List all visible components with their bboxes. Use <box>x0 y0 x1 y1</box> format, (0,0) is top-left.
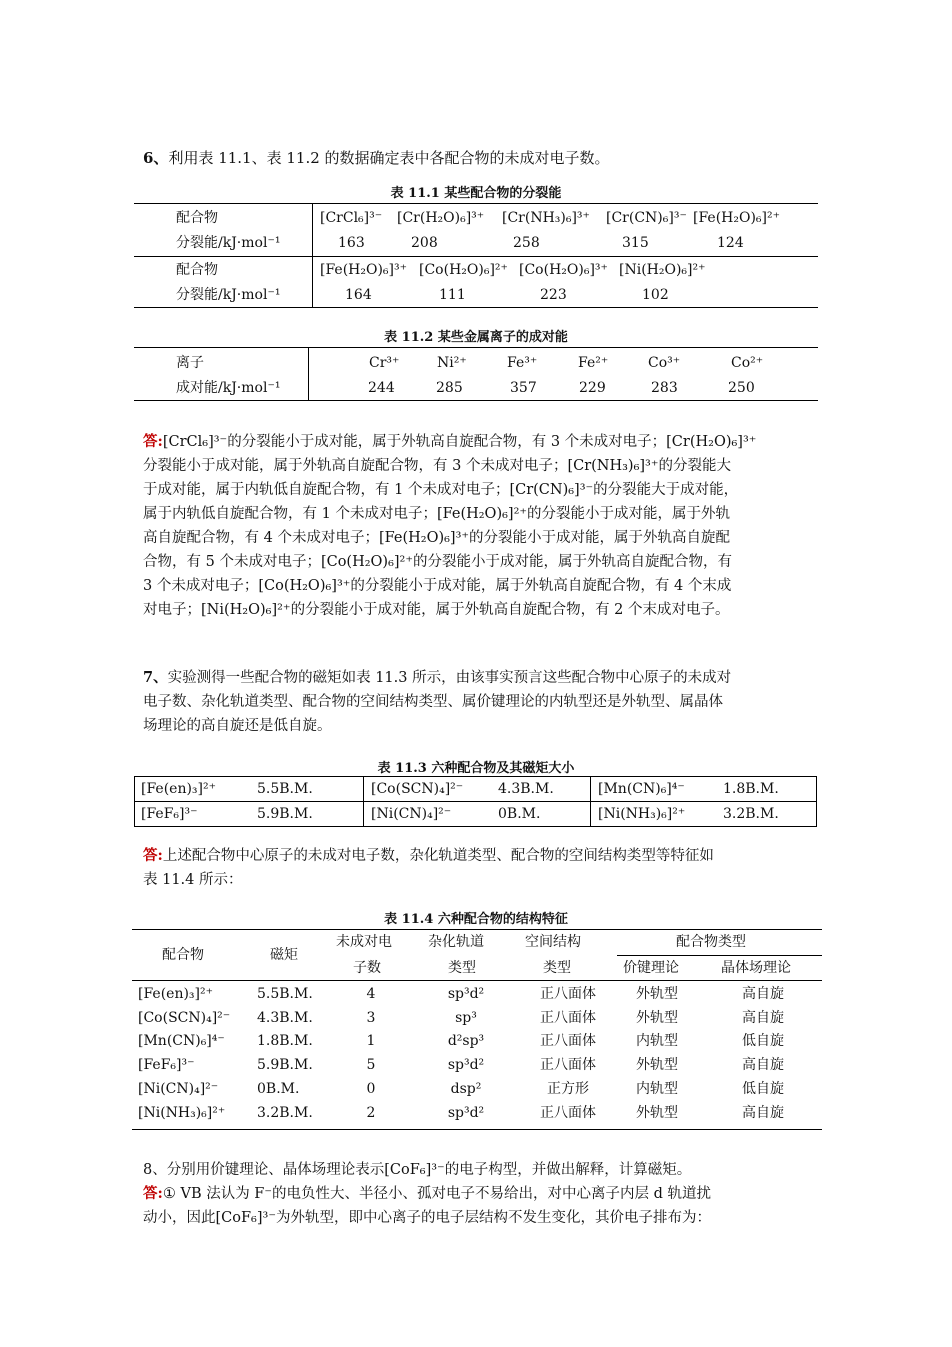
unpaired-cell: 5 <box>366 1057 376 1074</box>
header-hybrid: 杂化轨道 <box>428 934 484 950</box>
vb-type-cell: 外轨型 <box>636 1104 678 1121</box>
ion-cell: Ni²⁺ <box>437 355 467 371</box>
answer-6-line: 对电子；[Ni(H₂O)₆]²⁺的分裂能小于成对能，属于外轨高自旋配合物，有 2 个末成对电子。 <box>143 602 730 618</box>
value-cell: 164 <box>345 287 372 303</box>
unpaired-cell: 2 <box>366 1104 376 1121</box>
ion-cell: Co³⁺ <box>648 355 681 371</box>
vb-type-cell: 外轨型 <box>636 1057 678 1074</box>
question-6-number: 6、 <box>143 149 169 167</box>
cf-spin-cell: 低自旋 <box>742 1080 784 1097</box>
question-7-number: 7、 <box>143 669 168 686</box>
answer-label: 答: <box>143 1185 163 1202</box>
header-hybrid: 类型 <box>448 960 476 976</box>
table-11-2-caption: 表 11.2 某些金属离子的成对能 <box>384 330 568 345</box>
value-cell: 208 <box>411 235 438 251</box>
table-rule <box>134 307 818 308</box>
hybrid-cell: dsp² <box>450 1080 482 1097</box>
complex-cell: [Ni(H₂O)₆]²⁺ <box>619 262 706 278</box>
table-rule <box>132 980 822 981</box>
table-divider <box>590 777 591 826</box>
table-divider <box>308 348 309 400</box>
value-cell: 244 <box>368 380 395 396</box>
question-8-text: 8、分别用价键理论、晶体场理论表示[CoF₆]³⁻的电子构型，并做出解释，计算磁矩。 <box>143 1162 692 1178</box>
answer-7-line: 答:上述配合物中心原子的未成对电子数，杂化轨道类型、配合物的空间结构类型等特征如 <box>143 847 714 864</box>
moment-cell: 1.8B.M. <box>723 781 779 797</box>
complex-cell: [Ni(CN)₄]²⁻ <box>138 1080 219 1097</box>
header-geometry: 空间结构 <box>525 934 581 950</box>
table-11-3 <box>134 776 817 827</box>
hybrid-cell: sp³d² <box>447 986 485 1002</box>
unpaired-cell: 4 <box>366 986 376 1002</box>
table-rule <box>617 955 822 956</box>
table-rule <box>132 929 822 930</box>
complex-cell: [FeF₆]³⁻ <box>141 806 198 822</box>
value-cell: 250 <box>728 380 755 396</box>
question-8 <box>143 1158 813 1182</box>
unpaired-cell: 1 <box>366 1033 376 1050</box>
value-cell: 111 <box>439 287 466 303</box>
cf-spin-cell: 高自旋 <box>742 1009 784 1026</box>
hybrid-cell: sp³ <box>455 1009 477 1026</box>
complex-cell: [Co(SCN)₄]²⁻ <box>371 781 464 797</box>
answer-6-line: 合物，有 5 个未成对电子；[Co(H₂O)₆]²⁺的分裂能小于成对能，属于外轨高自旋配合物，有 <box>143 554 733 570</box>
value-cell: 229 <box>579 380 606 396</box>
geometry-cell: 正八面体 <box>540 1033 596 1050</box>
moment-cell: 5.9B.M. <box>257 806 313 822</box>
complex-cell: [Mn(CN)₆]⁴⁻ <box>598 781 685 797</box>
value-cell: 102 <box>642 287 669 303</box>
hybrid-cell: sp³d² <box>447 1057 485 1074</box>
question-7-line: 场理论的高自旋还是低自旋。 <box>143 718 332 734</box>
value-cell: 283 <box>651 380 678 396</box>
ion-cell: Cr³⁺ <box>369 355 400 371</box>
question-6-text: 利用表 11.1、表 11.2 的数据确定表中各配合物的未成对电子数。 <box>168 149 610 167</box>
cf-spin-cell: 高自旋 <box>742 1104 784 1121</box>
answer-label: 答: <box>143 433 163 450</box>
complex-cell: [Co(H₂O)₆]³⁺ <box>519 262 608 278</box>
answer-6-line: 分裂能小于成对能，属于外轨高自旋配合物，有 3 个未成对电子；[Cr(NH₃)₆]³⁺的分裂能大 <box>143 458 732 474</box>
answer-label: 答: <box>143 847 163 864</box>
table-11-4-caption: 表 11.4 六种配合物的结构特征 <box>384 912 568 927</box>
complex-cell: [Ni(NH₃)₆]²⁺ <box>598 806 686 822</box>
header-geometry: 类型 <box>543 960 571 976</box>
value-cell: 357 <box>510 380 537 396</box>
hybrid-cell: sp³d² <box>447 1104 485 1121</box>
vb-type-cell: 外轨型 <box>636 1009 678 1026</box>
row-label-ion: 离子 <box>176 355 204 371</box>
cf-spin-cell: 高自旋 <box>742 986 784 1002</box>
geometry-cell: 正八面体 <box>540 986 596 1002</box>
complex-cell: [Co(H₂O)₆]²⁺ <box>419 262 508 278</box>
vb-type-cell: 外轨型 <box>636 986 678 1002</box>
table-rule <box>132 1129 822 1130</box>
moment-cell: 5.5B.M. <box>257 986 313 1002</box>
header-complex: 配合物 <box>162 947 204 963</box>
ion-cell: Fe³⁺ <box>507 355 538 371</box>
complex-cell: [Fe(H₂O)₆]³⁺ <box>320 262 407 278</box>
table-11-3-caption: 表 11.3 六种配合物及其磁矩大小 <box>377 761 575 776</box>
answer-7 <box>143 844 813 892</box>
complex-cell: [Mn(CN)₆]⁴⁻ <box>138 1033 225 1050</box>
complex-cell: [Fe(en)₃]²⁺ <box>141 781 216 797</box>
moment-cell: 0B.M. <box>257 1080 300 1097</box>
answer-8 <box>143 1182 813 1230</box>
header-unpaired: 未成对电 <box>336 934 392 950</box>
answer-6-line: 答:[CrCl₆]³⁻的分裂能小于成对能，属于外轨高自旋配合物，有 3 个未成对电子；[Cr(H₂O)₆]³⁺ <box>143 433 757 450</box>
moment-cell: 4.3B.M. <box>257 1009 313 1026</box>
table-rule <box>134 203 818 204</box>
header-vb-theory: 价键理论 <box>623 960 679 976</box>
header-cf-theory: 晶体场理论 <box>721 960 791 976</box>
ion-cell: Fe²⁺ <box>578 355 609 371</box>
answer-8-line: 答:① VB 法认为 F⁻的电负性大、半径小、孤对电子不易给出，对中心离子内层 d 轨道扰 <box>143 1185 712 1202</box>
complex-cell: [Fe(H₂O)₆]²⁺ <box>693 210 780 226</box>
row-label-pairing: 成对能/kJ·mol⁻¹ <box>176 380 281 396</box>
answer-6 <box>143 430 813 622</box>
cf-spin-cell: 高自旋 <box>742 1057 784 1074</box>
moment-cell: 5.5B.M. <box>257 781 313 797</box>
ion-cell: Co²⁺ <box>731 355 764 371</box>
question-7 <box>143 666 813 738</box>
complex-cell: [Cr(NH₃)₆]³⁺ <box>502 210 590 226</box>
row-label-complex: 配合物 <box>176 210 218 226</box>
answer-6-line: 3 个未成对电子；[Co(H₂O)₆]³⁺的分裂能小于成对能，属于外轨高自旋配合物，有 4 个末成 <box>143 578 732 594</box>
answer-6-line: 高自旋配合物，有 4 个未成对电子；[Fe(H₂O)₆]³⁺的分裂能小于成对能，属于外轨高自旋配 <box>143 530 731 546</box>
header-moment: 磁矩 <box>270 947 298 963</box>
moment-cell: 3.2B.M. <box>723 806 779 822</box>
cf-spin-cell: 低自旋 <box>742 1033 784 1050</box>
moment-cell: 1.8B.M. <box>257 1033 313 1050</box>
unpaired-cell: 0 <box>366 1080 376 1097</box>
complex-cell: [Cr(CN)₆]³⁻ <box>606 210 687 226</box>
value-cell: 163 <box>338 235 365 251</box>
answer-6-line: 属于内轨低自旋配合物，有 1 个未成对电子；[Fe(H₂O)₆]²⁺的分裂能小于成对能，属于外轨 <box>143 506 731 522</box>
value-cell: 124 <box>717 235 744 251</box>
table-11-1-caption: 表 11.1 某些配合物的分裂能 <box>390 186 562 201</box>
table-divider <box>363 777 364 826</box>
question-6 <box>143 146 813 170</box>
complex-cell: [Fe(en)₃]²⁺ <box>138 986 213 1002</box>
complex-cell: [Ni(NH₃)₆]²⁺ <box>138 1104 226 1121</box>
moment-cell: 3.2B.M. <box>257 1104 313 1121</box>
vb-type-cell: 内轨型 <box>636 1033 678 1050</box>
geometry-cell: 正八面体 <box>540 1057 596 1074</box>
value-cell: 315 <box>622 235 649 251</box>
complex-cell: [Cr(H₂O)₆]³⁺ <box>397 210 485 226</box>
row-label-splitting: 分裂能/kJ·mol⁻¹ <box>176 287 281 303</box>
moment-cell: 4.3B.M. <box>498 781 554 797</box>
table-rule <box>134 400 818 401</box>
complex-cell: [CrCl₆]³⁻ <box>320 210 383 226</box>
answer-6-line: 于成对能，属于内轨低自旋配合物，有 1 个未成对电子；[Cr(CN)₆]³⁻的分裂能大于成对能， <box>143 482 739 498</box>
complex-cell: [FeF₆]³⁻ <box>138 1057 195 1074</box>
complex-cell: [Ni(CN)₄]²⁻ <box>371 806 452 822</box>
moment-cell: 0B.M. <box>498 806 541 822</box>
header-unpaired: 子数 <box>353 960 381 976</box>
geometry-cell: 正八面体 <box>540 1009 596 1026</box>
unpaired-cell: 3 <box>366 1009 376 1026</box>
table-rule <box>135 801 816 802</box>
row-label-complex: 配合物 <box>176 262 218 278</box>
vb-type-cell: 内轨型 <box>636 1080 678 1097</box>
geometry-cell: 正八面体 <box>540 1104 596 1121</box>
hybrid-cell: d²sp³ <box>447 1033 485 1050</box>
geometry-cell: 正方形 <box>547 1080 589 1097</box>
value-cell: 223 <box>540 287 567 303</box>
question-7-line: 电子数、杂化轨道类型、配合物的空间结构类型、属价键理论的内轨型还是外轨型、属晶体 <box>143 694 723 710</box>
answer-7-line: 表 11.4 所示： <box>143 872 243 888</box>
table-rule <box>134 347 818 348</box>
answer-8-line: 动小，因此[CoF₆]³⁻为外轨型，即中心离子的电子层结构不发生变化，其价电子排布为： <box>143 1210 711 1226</box>
table-rule <box>134 256 818 257</box>
row-label-splitting: 分裂能/kJ·mol⁻¹ <box>176 235 281 251</box>
complex-cell: [Co(SCN)₄]²⁻ <box>138 1009 231 1026</box>
header-complex-type: 配合物类型 <box>676 934 746 950</box>
question-7-line: 7、实验测得一些配合物的磁矩如表 11.3 所示，由该事实预言这些配合物中心原子的未成对 <box>143 669 732 686</box>
moment-cell: 5.9B.M. <box>257 1057 313 1074</box>
value-cell: 285 <box>436 380 463 396</box>
value-cell: 258 <box>513 235 540 251</box>
table-divider <box>312 204 313 307</box>
